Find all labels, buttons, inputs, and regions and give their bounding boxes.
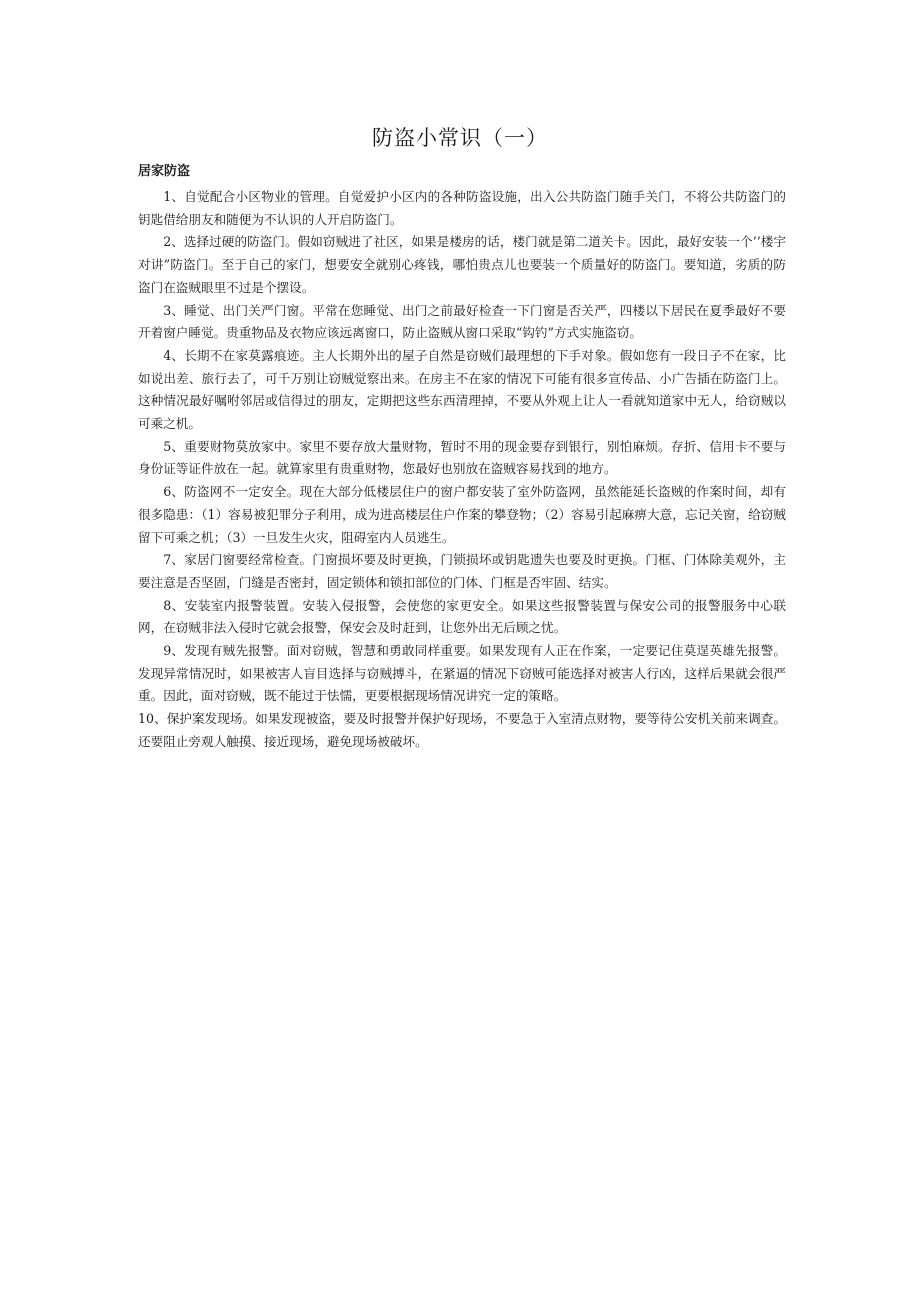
section-heading: 居家防盗 <box>138 164 191 179</box>
paragraph-6: 6、防盗网不一定安全。现在大部分低楼层住户的窗户都安装了室外防盗网，虽然能延长盗贼的作案时间，却有很多隐患：（1）容易被犯罪分子利用，成为进高楼层住户作案的攀登物；（2）容易引起麻痹大意，忘记关窗，给窃贼留下可乘之机；（3）一旦发生火灾，阻碍室内人员逃生。 <box>138 484 786 545</box>
paragraph-5: 5、重要财物莫放家中。家里不要存放大量财物，暂时不用的现金要存到银行，别怕麻烦。存折、信用卡不要与身份证等证件放在一起。就算家里有贵重财物，您最好也别放在盗贼容易找到的地方。 <box>138 438 786 477</box>
paragraph-1: 1、自觉配合小区物业的管理。自觉爱护小区内的各种防盗设施，出入公共防盗门随手关门，不将公共防盗门的钥匙借给朋友和随便为不认识的人开启防盗门。 <box>138 189 786 227</box>
paragraph-9: 9、发现有贼先报警。面对窃贼，智慧和勇敢同样重要。如果发现有人正在作案，一定要记住莫逞英雄先报警。发现异常情况时，如果被害人盲目选择与窃贼搏斗，在紧逼的情况下窃贼可能选择对被害人行凶，这样后果就会很严重。因此，面对窃贼，既不能过于怯懦，更要根据现场情况讲究一定的策略。 <box>138 643 786 704</box>
paragraph-2: 2、选择过硬的防盗门。假如窃贼进了社区，如果是楼房的话，楼门就是第二道关卡。因此，最好安装一个’’楼宇对讲”防盗门。至于自己的家门，想要安全就别心疼钱，哪怕贵点儿也要装一个质量好的防盗门。要知道，劣质的防盗门在盗贼眼里不过是个摆设。 <box>138 234 786 295</box>
document-body <box>138 186 786 754</box>
paragraph-7: 7、家居门窗要经常检查。门窗损坏要及时更换，门锁损坏或钥匙遗失也要及时更换。门框、门体除美观外，主要注意是否坚固，门缝是否密封，固定锁体和锁扣部位的门体、门框是否牢固、结实。 <box>138 552 786 590</box>
paragraph-8: 8、安装室内报警装置。安装入侵报警，会使您的家更安全。如果这些报警装置与保安公司的报警服务中心联网，在窃贼非法入侵时它就会报警，保安会及时赶到，让您外出无后顾之忧。 <box>138 597 786 636</box>
paragraph-3: 3、睡觉、出门关严门窗。平常在您睡觉、出门之前最好检查一下门窗是否关严，四楼以下居民在夏季最好不要开着窗户睡觉。贵重物品及衣物应该远离窗口，防止盗贼从窗口采取“钩钓”方式实施盗窃。 <box>138 302 786 341</box>
document-title: 防盗小常识（一） <box>372 126 548 150</box>
paragraph-4: 4、长期不在家莫露痕迹。主人长期外出的屋子自然是窃贼们最理想的下手对象。假如您有一段日子不在家，比如说出差、旅行去了，可千万别让窃贼觉察出来。在房主不在家的情况下可能有很多宣传品、小广告插在防盗门上。这种情况最好嘱咐邻居或信得过的朋友，定期把这些东西清理掉，不要从外观上让人一看就知道家中无人，给窃贼以可乘之机。 <box>138 347 786 432</box>
paragraph-10: 10、保护案发现场。如果发现被盗，要及时报警并保护好现场，不要急于入室清点财物，要等待公安机关前来调查。还要阻止旁观人触摸、接近现场，避免现场被破坏。 <box>138 711 786 749</box>
